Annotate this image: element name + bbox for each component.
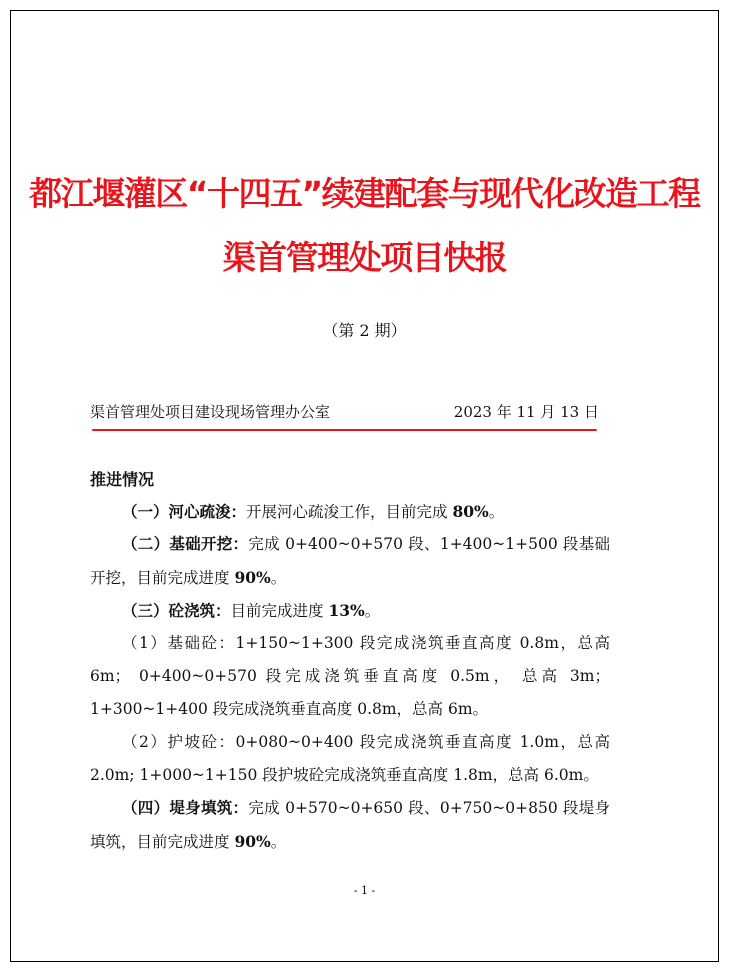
paragraph-label: （三）砼浇筑： — [122, 602, 231, 620]
paragraph-slope-concrete: （2）护坡砼：0+080~0+400 段完成浇筑垂直高度 1.0m，总高 2.0m; 1+000~1+150 段护坡砼完成浇筑垂直高度 1.8m，总高 6.0m。 — [90, 733, 610, 784]
paragraph-concrete — [90, 594, 610, 628]
page-number: - 1 - — [353, 884, 376, 897]
paragraph-tail: 。 — [364, 602, 381, 620]
paragraph-foundation-concrete: （1）基础砼：1+150~1+300 段完成浇筑垂直高度 0.8m，总高 6m； 0+400~0+570 段完成浇筑垂直高度 0.5m， 总高 3m； 1+300~1+400 段完成浇筑垂直高度 0.8m，总高 6m。 — [90, 634, 610, 718]
progress-percent: 13% — [328, 601, 365, 620]
progress-percent: 90% — [234, 832, 271, 851]
title-line-2: 渠首管理处项目快报 — [222, 238, 507, 277]
red-divider — [92, 429, 597, 431]
paragraph-tail: 。 — [270, 833, 287, 851]
progress-percent: 90% — [234, 568, 271, 587]
paragraph-text: 开展河心疏浚工作，目前完成 — [246, 503, 453, 521]
paragraph-label: （一）河心疏浚： — [122, 503, 247, 521]
paragraph-label: （二）基础开挖： — [122, 535, 249, 553]
paragraph-tail: 。 — [270, 569, 287, 587]
title-line-1: 都江堰灌区“十四五”续建配套与现代化改造工程 — [29, 174, 700, 213]
paragraph-text: 完成 0+400~0+570 段、1+400~1+500 段基础开挖，目前完成进度 — [90, 535, 610, 587]
progress-percent: 80% — [452, 502, 489, 521]
office-name: 渠首管理处项目建设现场管理办公室 — [90, 403, 331, 421]
paragraph-label: （四）堤身填筑： — [122, 799, 249, 817]
paragraph-dredging — [90, 495, 610, 529]
paragraph-excavation — [90, 528, 610, 595]
report-date: 2023 年 11 月 13 日 — [453, 403, 599, 421]
issue-number: （第 2 期） — [322, 321, 407, 340]
paragraph-text: 目前完成进度 — [230, 602, 329, 620]
paragraph-text: 完成 0+570~0+650 段、0+750~0+850 段堤身填筑，目前完成进度 — [90, 799, 610, 851]
paragraph-embankment — [90, 792, 610, 859]
paragraph-tail: 。 — [488, 503, 505, 521]
section-heading: 推进情况 — [90, 470, 155, 489]
